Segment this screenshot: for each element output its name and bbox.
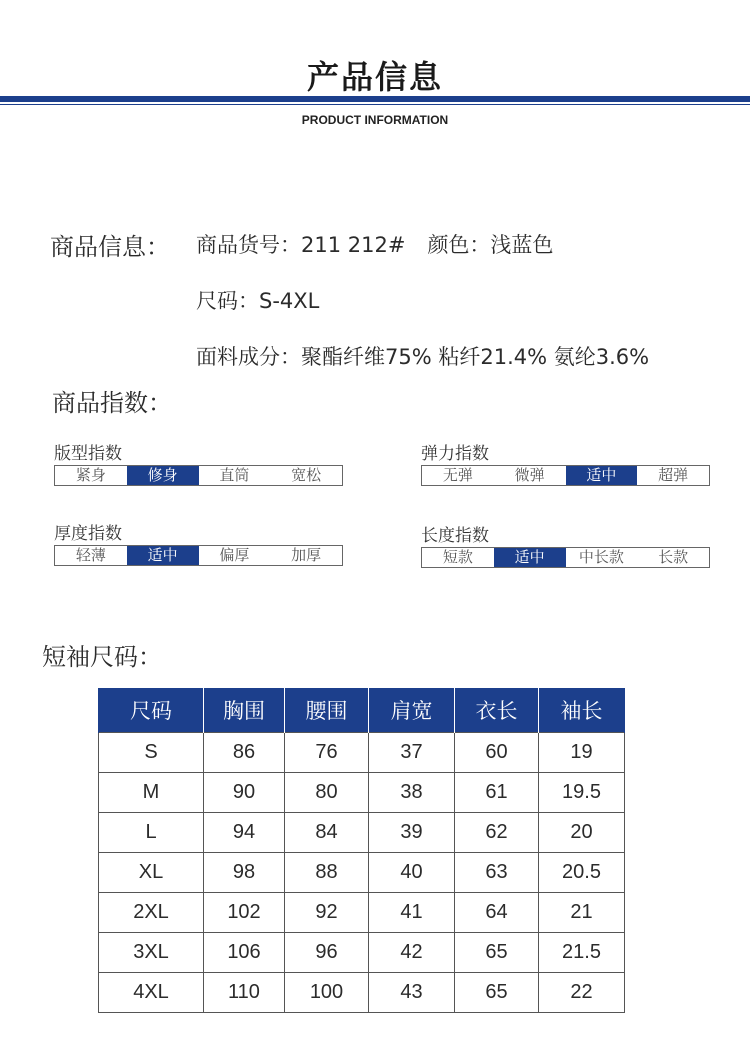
table-cell: 3XL bbox=[99, 932, 204, 972]
table-cell: 102 bbox=[204, 892, 285, 932]
table-cell: 42 bbox=[369, 932, 455, 972]
table-cell: 65 bbox=[455, 932, 539, 972]
table-cell: 20 bbox=[539, 812, 625, 852]
header-divider-thick bbox=[0, 96, 750, 102]
table-row bbox=[99, 932, 625, 972]
index-scale bbox=[54, 465, 343, 486]
table-cell: 60 bbox=[455, 732, 539, 772]
column-header: 胸围 bbox=[204, 688, 285, 732]
table-cell: 61 bbox=[455, 772, 539, 812]
table-cell: 64 bbox=[455, 892, 539, 932]
index-scale bbox=[421, 465, 710, 486]
table-row bbox=[99, 972, 625, 1012]
table-cell: 21 bbox=[539, 892, 625, 932]
header-divider-thin bbox=[0, 104, 750, 105]
length-index bbox=[421, 521, 711, 568]
index-option: 宽松 bbox=[291, 466, 322, 484]
index-option: 加厚 bbox=[291, 546, 322, 564]
product-info-label: 商品信息： bbox=[50, 233, 170, 261]
column-header: 衣长 bbox=[455, 688, 539, 732]
product-info-row-1 bbox=[196, 229, 553, 259]
index-option-selected: 修身 bbox=[127, 466, 199, 485]
table-cell: 98 bbox=[204, 852, 285, 892]
table-cell: 40 bbox=[369, 852, 455, 892]
table-cell: 19 bbox=[539, 732, 625, 772]
table-cell: 100 bbox=[285, 972, 369, 1012]
table-cell: 86 bbox=[204, 732, 285, 772]
table-cell: 84 bbox=[285, 812, 369, 852]
table-cell: 20.5 bbox=[539, 852, 625, 892]
table-cell: M bbox=[99, 772, 204, 812]
index-scale bbox=[54, 545, 343, 566]
table-cell: L bbox=[99, 812, 204, 852]
table-cell: 94 bbox=[204, 812, 285, 852]
column-header: 腰围 bbox=[285, 688, 369, 732]
table-cell: 65 bbox=[455, 972, 539, 1012]
table-cell: S bbox=[99, 732, 204, 772]
index-title: 版型指数 bbox=[54, 444, 122, 464]
index-option: 紧身 bbox=[75, 466, 106, 484]
table-cell: 4XL bbox=[99, 972, 204, 1012]
table-row bbox=[99, 732, 625, 772]
fit-index bbox=[54, 439, 344, 486]
index-scale bbox=[421, 547, 710, 568]
index-option: 中长款 bbox=[578, 548, 624, 566]
size-chart-title: 短袖尺码： bbox=[42, 643, 162, 671]
table-cell: 22 bbox=[539, 972, 625, 1012]
index-option-selected: 适中 bbox=[494, 548, 566, 567]
item-number: 商品货号：211 212# bbox=[196, 233, 406, 257]
table-cell: 110 bbox=[204, 972, 285, 1012]
table-header-row bbox=[99, 688, 625, 732]
product-color: 颜色：浅蓝色 bbox=[427, 233, 554, 257]
index-title: 弹力指数 bbox=[421, 444, 489, 464]
index-option: 直筒 bbox=[219, 466, 250, 484]
table-cell: 43 bbox=[369, 972, 455, 1012]
table-cell: 90 bbox=[204, 772, 285, 812]
index-option: 长款 bbox=[658, 548, 689, 566]
page-title: 产品信息 bbox=[306, 58, 443, 96]
table-cell: 62 bbox=[455, 812, 539, 852]
fabric-composition: 面料成分：聚酯纤维75% 粘纤21.4% 氨纶3.6% bbox=[196, 345, 650, 369]
table-cell: 41 bbox=[369, 892, 455, 932]
table-cell: 88 bbox=[285, 852, 369, 892]
table-cell: 80 bbox=[285, 772, 369, 812]
index-option-selected: 适中 bbox=[127, 546, 199, 565]
product-size-range: 尺码：S-4XL bbox=[196, 289, 320, 313]
page-subtitle: PRODUCT INFORMATION bbox=[301, 113, 449, 127]
index-option-selected: 适中 bbox=[566, 466, 638, 485]
table-cell: 37 bbox=[369, 732, 455, 772]
table-cell: 92 bbox=[285, 892, 369, 932]
column-header: 袖长 bbox=[539, 688, 625, 732]
index-option: 偏厚 bbox=[219, 546, 250, 564]
column-header: 尺码 bbox=[99, 688, 204, 732]
table-cell: 63 bbox=[455, 852, 539, 892]
table-cell: 76 bbox=[285, 732, 369, 772]
table-cell: 96 bbox=[285, 932, 369, 972]
index-option: 无弹 bbox=[442, 466, 473, 484]
table-cell: 21.5 bbox=[539, 932, 625, 972]
table-cell: 39 bbox=[369, 812, 455, 852]
index-option: 超弹 bbox=[658, 466, 689, 484]
size-table bbox=[98, 688, 625, 1013]
index-title: 厚度指数 bbox=[54, 524, 122, 544]
table-cell: XL bbox=[99, 852, 204, 892]
column-header: 肩宽 bbox=[369, 688, 455, 732]
table-row bbox=[99, 812, 625, 852]
index-option: 短款 bbox=[442, 548, 473, 566]
elasticity-index bbox=[421, 439, 711, 486]
table-row bbox=[99, 892, 625, 932]
table-row bbox=[99, 772, 625, 812]
table-cell: 19.5 bbox=[539, 772, 625, 812]
table-row bbox=[99, 852, 625, 892]
table-cell: 2XL bbox=[99, 892, 204, 932]
index-option: 微弹 bbox=[514, 466, 545, 484]
table-cell: 38 bbox=[369, 772, 455, 812]
index-title: 长度指数 bbox=[421, 526, 489, 546]
index-option: 轻薄 bbox=[75, 546, 106, 564]
table-cell: 106 bbox=[204, 932, 285, 972]
indices-title: 商品指数： bbox=[52, 389, 172, 417]
thickness-index bbox=[54, 519, 344, 566]
